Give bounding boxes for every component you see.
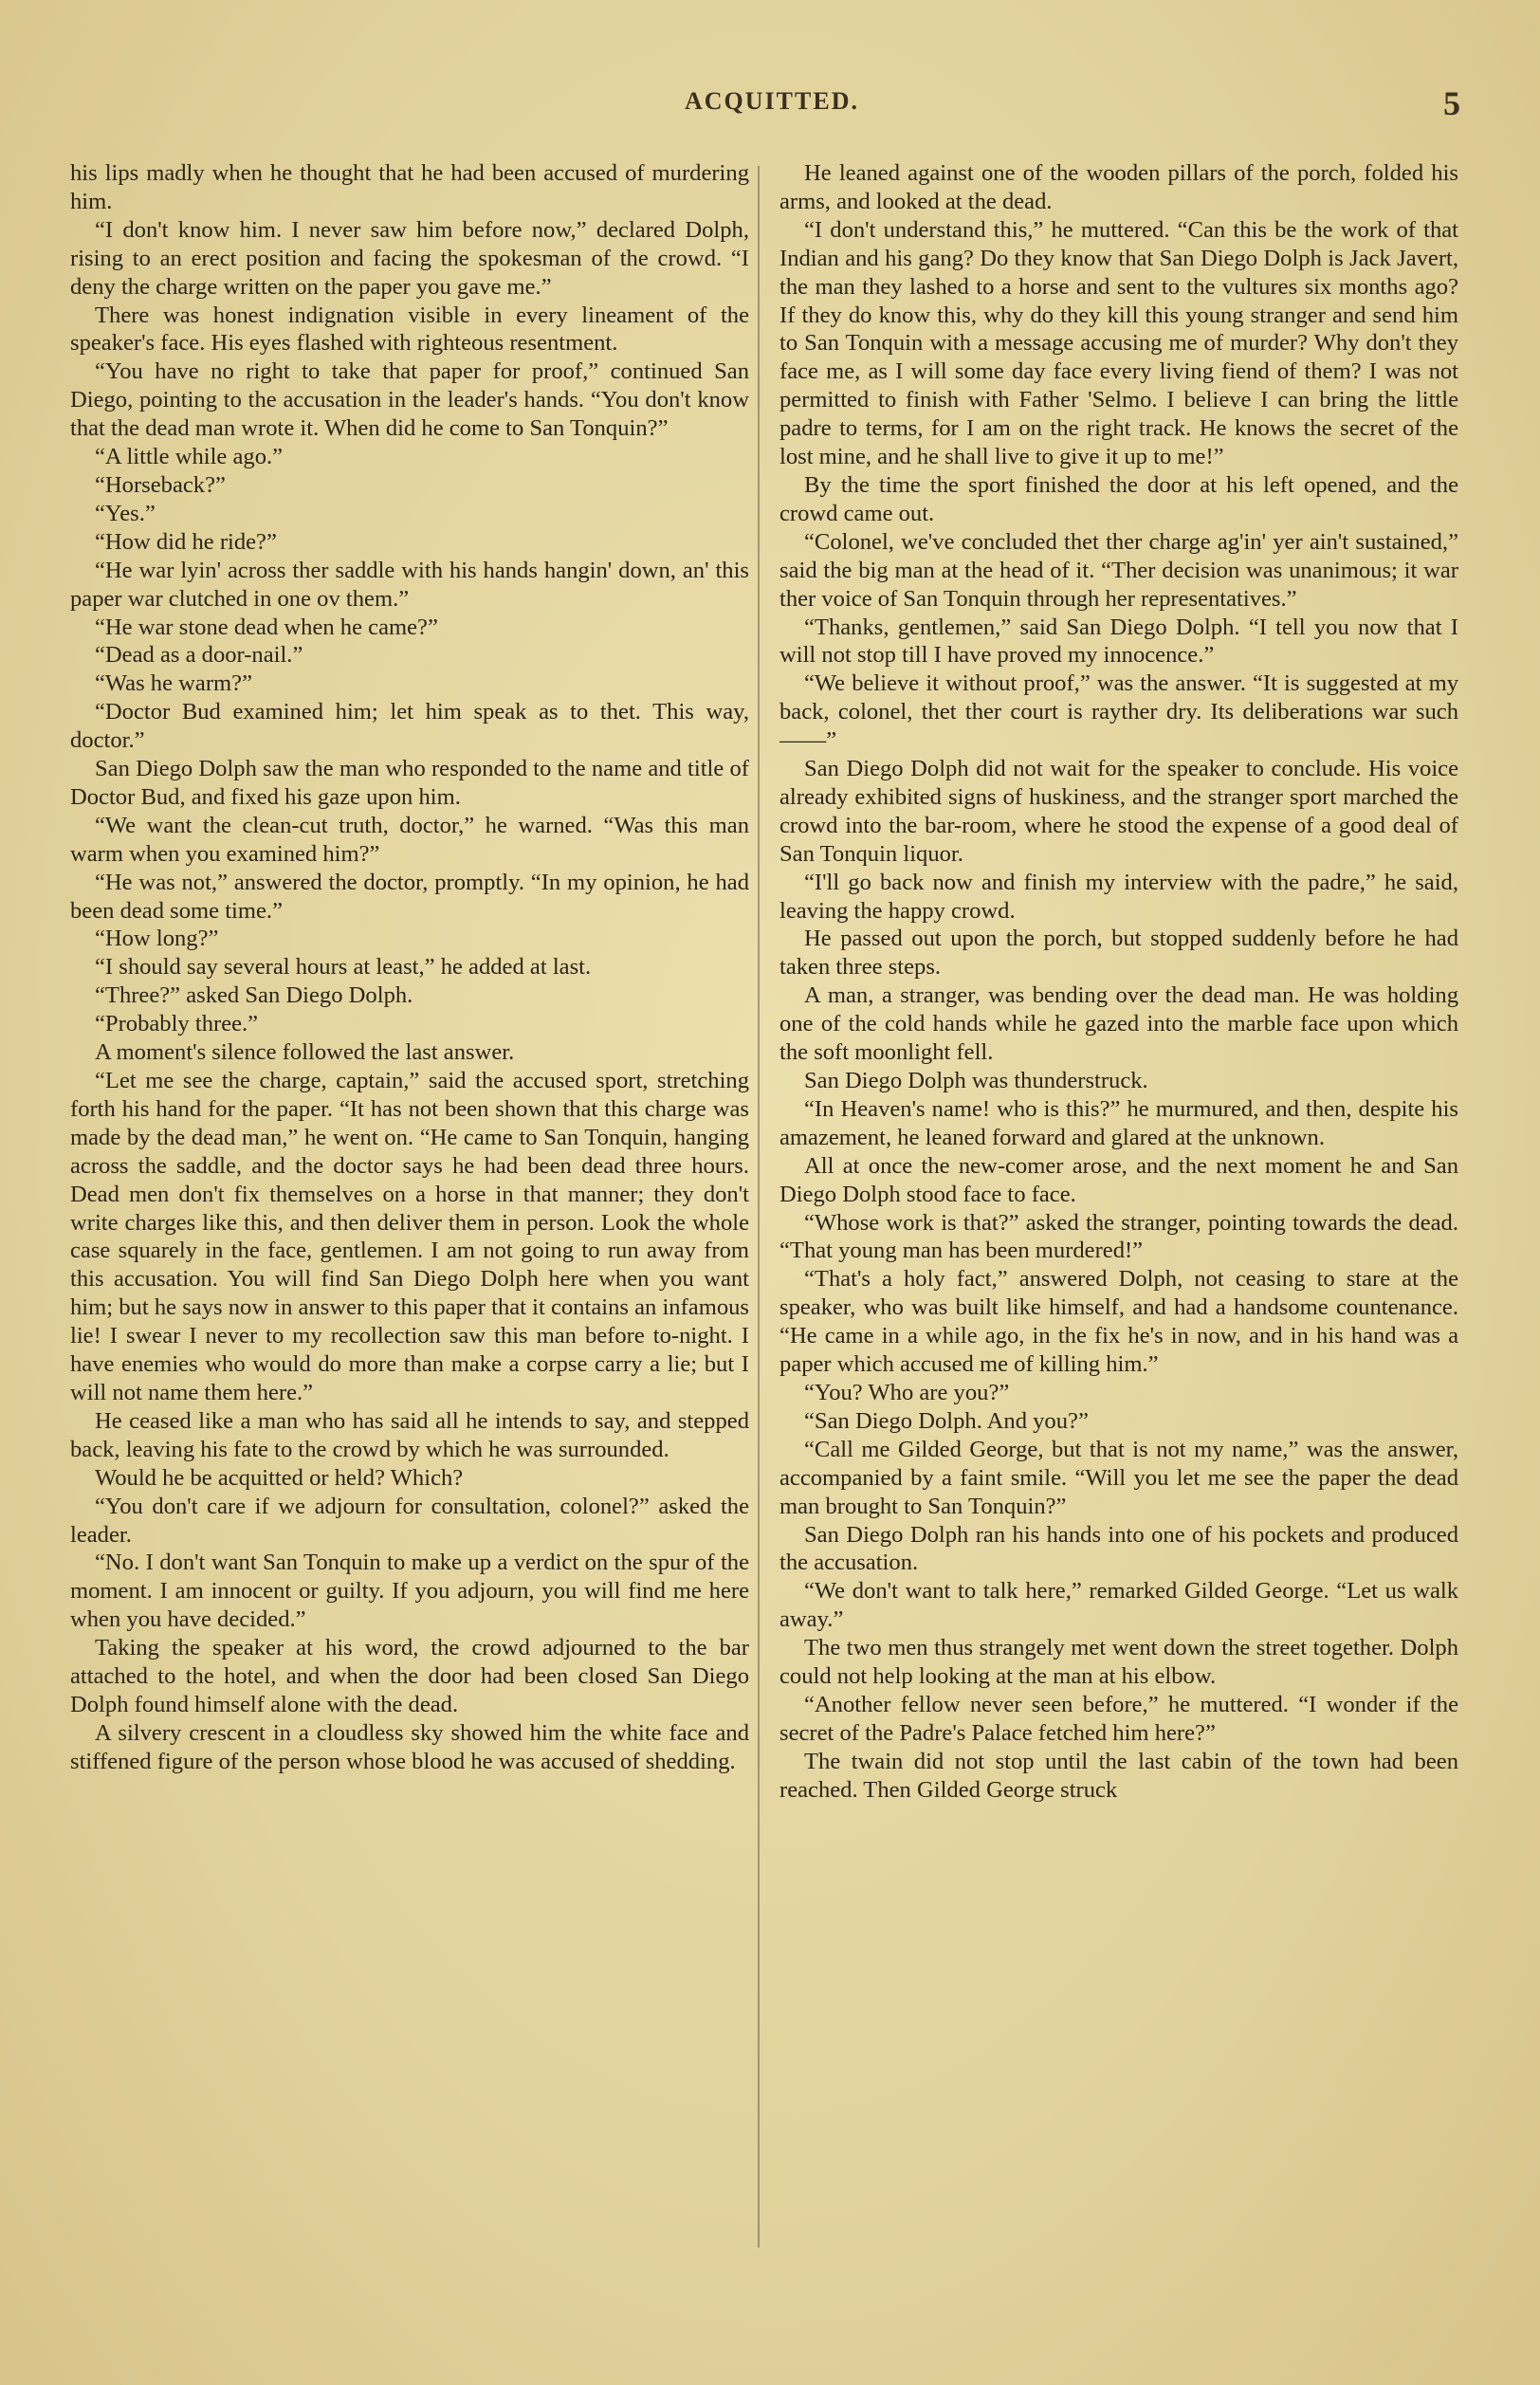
paragraph: All at once the new-comer arose, and the next moment he and San Diego Dolph stood face to face. bbox=[779, 1152, 1458, 1207]
paragraph: He ceased like a man who has said all he intends to say, and stepped back, leaving his fate to the crowd by which he was surrounded. bbox=[70, 1407, 749, 1462]
paragraph: “Horseback?” bbox=[95, 471, 226, 498]
paragraph: “I don't know him. I never saw him before now,” declared Dolph, rising to an erect position and facing the spokesman of the crowd. “I deny the charge written on the paper you gave me.” bbox=[70, 216, 749, 300]
paragraph: “Another fellow never seen before,” he muttered. “I wonder if the secret of the Padre's Palace fetched him here?” bbox=[779, 1691, 1458, 1746]
running-head bbox=[0, 84, 1540, 125]
left-column bbox=[70, 159, 749, 2255]
paragraph: “Dead as a door-nail.” bbox=[95, 642, 303, 669]
paragraph: “Call me Gilded George, but that is not my name,” was the answer, accompanied by a faint smile. “Will you let me see the paper the dead man brought to San Tonquin?” bbox=[779, 1436, 1458, 1519]
paragraph: “How long?” bbox=[95, 926, 219, 952]
running-title: ACQUITTED. bbox=[685, 87, 859, 115]
paragraph: “I'll go back now and finish my interview with the padre,” he said, leaving the happy crowd. bbox=[779, 869, 1458, 924]
paragraph: “I don't understand this,” he muttered. “Can this be the work of that Indian and his gang? Do they know that San Diego Dolph is Jack Javert, the man they lashed to a horse and sent to the vultures six months ago? If they do know this, why do they kill this young stranger and send him to San Tonquin with a message accusing me of murder? Why don't they face me, as I will some day face every living fiend of them? I was not permitted to finish with Father 'Selmo. I believe I can bring the little padre to terms, for I am on the right track. He knows the secret of the lost mine, and he shall live to give it up to me!” bbox=[779, 216, 1458, 470]
paragraph: “Yes.” bbox=[95, 500, 156, 526]
paragraph: “You? Who are you?” bbox=[804, 1379, 1010, 1405]
paragraph: “How did he ride?” bbox=[95, 528, 277, 555]
paragraph: The two men thus strangely met went down the street together. Dolph could not help looking at the man at his elbow. bbox=[779, 1635, 1458, 1690]
paragraph: San Diego Dolph did not wait for the speaker to conclude. His voice already exhibited signs of huskiness, and the stranger sport marched the crowd into the bar-room, where he stood the expense of a good deal of San Tonquin liquor. bbox=[779, 756, 1458, 867]
paragraph: Taking the speaker at his word, the crowd adjourned to the bar attached to the hotel, and when the door had been closed San Diego Dolph found himself alone with the dead. bbox=[70, 1635, 749, 1717]
paragraph: “You don't care if we adjourn for consultation, colonel?” asked the leader. bbox=[70, 1493, 749, 1548]
paragraph: “He was not,” answered the doctor, promptly. “In my opinion, he had been dead some time.” bbox=[70, 869, 749, 924]
paragraph: “Probably three.” bbox=[95, 1011, 259, 1037]
right-column bbox=[779, 159, 1458, 2255]
paragraph: “San Diego Dolph. And you?” bbox=[804, 1407, 1089, 1434]
paragraph: “Was he warm?” bbox=[95, 670, 252, 697]
paragraph: By the time the sport finished the door at his left opened, and the crowd came out. bbox=[779, 471, 1458, 526]
paragraph: “Thanks, gentlemen,” said San Diego Dolph. “I tell you now that I will not stop till I have proved my innocence.” bbox=[779, 614, 1458, 669]
paragraph: Would he be acquitted or held? Which? bbox=[95, 1464, 464, 1491]
paragraph: “I should say several hours at least,” he added at last. bbox=[95, 954, 592, 981]
paragraph: “Colonel, we've concluded thet ther charge ag'in' yer ain't sustained,” said the big man at the head of it. “Ther decision was unanimous; it war ther voice of San Tonquin through her representatives.” bbox=[779, 528, 1458, 612]
paragraph: “We don't want to talk here,” remarked Gilded George. “Let us walk away.” bbox=[779, 1578, 1458, 1633]
paragraph: “Doctor Bud examined him; let him speak as to thet. This way, doctor.” bbox=[70, 699, 749, 754]
paragraph: “That's a holy fact,” answered Dolph, not ceasing to stare at the speaker, who was built like himself, and had a handsome countenance. “He came in a while ago, in the fix he's in now, and in his hand was a paper which accused me of killing him.” bbox=[779, 1266, 1458, 1378]
paragraph: “You have no right to take that paper for proof,” continued San Diego, pointing to the accusation in the leader's hands. “You don't know that the dead man wrote it. When did he come to San Tonquin?” bbox=[70, 358, 749, 442]
paragraph: “In Heaven's name! who is this?” he murmured, and then, despite his amazement, he leaned forward and glared at the unknown. bbox=[779, 1095, 1458, 1150]
paragraph: He leaned against one of the wooden pillars of the porch, folded his arms, and looked at the dead. bbox=[779, 160, 1458, 214]
paragraph: “Three?” asked San Diego Dolph. bbox=[95, 982, 413, 1009]
paragraph: “A little while ago.” bbox=[95, 444, 284, 470]
paragraph: San Diego Dolph saw the man who responded to the name and title of Doctor Bud, and fixed his gaze upon him. bbox=[70, 756, 749, 810]
paragraph: “Let me see the charge, captain,” said the accused sport, stretching forth his hand for the paper. “It has not been shown that this charge was made by the dead man,” he went on. “He came to San Tonquin, hanging across the saddle, and the doctor says he had been dead three hours. Dead men don't fix themselves on a horse in that manner; they don't write charges like this, and then deliver them in person. Look the whole case squarely in the face, gentlemen. I am not going to run away from this accusation. You will find San Diego Dolph here when you want him; but he says now in answer to this paper that it contains an infamous lie! I swear I never to my recollection saw this man before to-night. I have enemies who would do more than make a corpse carry a lie; but I will not name them here.” bbox=[70, 1068, 749, 1405]
paragraph: “No. I don't want San Tonquin to make up a verdict on the spur of the moment. I am innocent or guilty. If you adjourn, you will find me here when you have decided.” bbox=[70, 1550, 749, 1633]
paragraph: “We want the clean-cut truth, doctor,” he warned. “Was this man warm when you examined him?” bbox=[70, 812, 749, 867]
column-divider bbox=[758, 166, 760, 2247]
paragraph: “Whose work is that?” asked the stranger, pointing towards the dead. “That young man has been murdered!” bbox=[779, 1209, 1458, 1264]
paragraph: A man, a stranger, was bending over the dead man. He was holding one of the cold hands while he gazed into the marble face upon which the soft moonlight fell. bbox=[779, 982, 1458, 1066]
paragraph: “He war lyin' across ther saddle with his hands hangin' down, an' this paper war clutched in one ov them.” bbox=[70, 557, 749, 612]
paragraph: his lips madly when he thought that he had been accused of murdering him. bbox=[70, 160, 749, 214]
paragraph: He passed out upon the porch, but stopped suddenly before he had taken three steps. bbox=[779, 926, 1458, 981]
page-number: 5 bbox=[1443, 84, 1460, 122]
paragraph: A silvery crescent in a cloudless sky showed him the white face and stiffened figure of the person whose blood he was accused of shedding. bbox=[70, 1719, 749, 1774]
paragraph: A moment's silence followed the last answer. bbox=[95, 1039, 515, 1066]
paragraph: San Diego Dolph ran his hands into one of his pockets and produced the accusation. bbox=[779, 1521, 1458, 1576]
paragraph: “We believe it without proof,” was the answer. “It is suggested at my back, colonel, thet ther court is rayther dry. Its deliberations war such——” bbox=[779, 670, 1458, 754]
paragraph: San Diego Dolph was thunderstruck. bbox=[804, 1068, 1148, 1093]
paragraph: “He war stone dead when he came?” bbox=[95, 614, 438, 640]
paragraph: There was honest indignation visible in every lineament of the speaker's face. His eyes flashed with righteous resentment. bbox=[70, 302, 749, 357]
paragraph: The twain did not stop until the last cabin of the town had been reached. Then Gilded George struck bbox=[779, 1748, 1458, 1803]
